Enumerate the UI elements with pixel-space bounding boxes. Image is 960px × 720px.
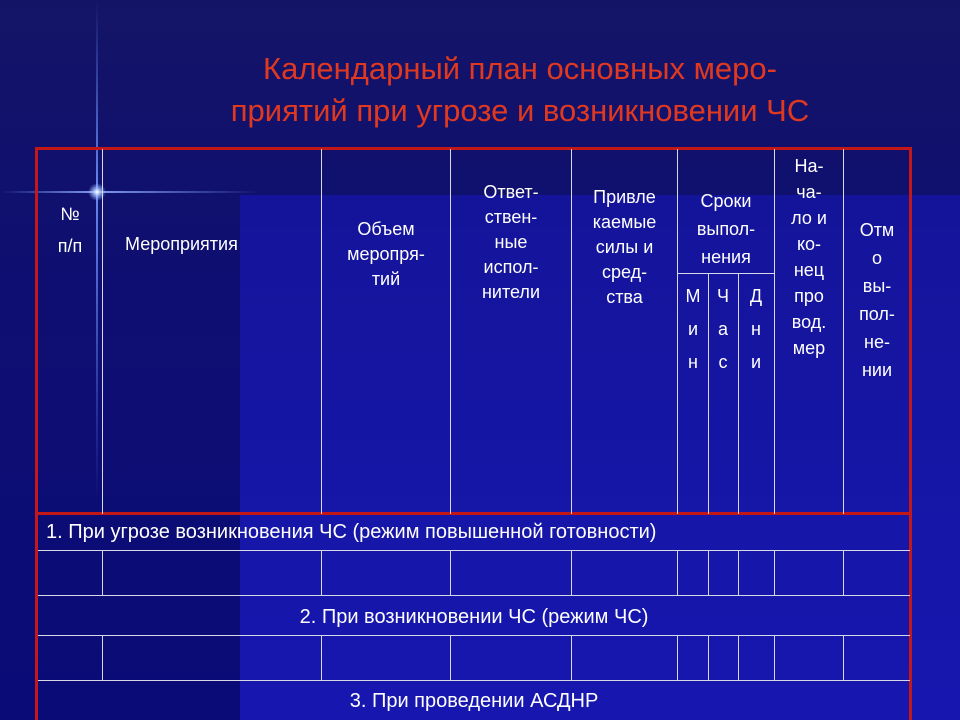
- header-terms-line: Сроки: [700, 191, 752, 211]
- grid-line: [321, 550, 322, 595]
- header-volume-line: тий: [371, 269, 401, 289]
- title-line-2: приятий при угрозе и возникновении ЧС: [230, 93, 810, 128]
- header-number-line: №: [60, 204, 80, 224]
- grid-line: [843, 635, 844, 680]
- section-row-2: 2. При возникновении ЧС (режим ЧС): [299, 606, 649, 628]
- header-start-end-line: ко-: [796, 234, 822, 254]
- header-start-end-line: вод.: [791, 312, 827, 332]
- header-days-letter: и: [750, 352, 762, 372]
- header-responsible-line: ствен-: [484, 207, 538, 227]
- grid-line: [774, 635, 775, 680]
- header-number: [38, 198, 102, 262]
- header-minutes-letter: н: [688, 352, 698, 372]
- header-hours-letter: а: [717, 319, 728, 339]
- header-number-line: п/п: [57, 236, 83, 256]
- grid-line: [450, 635, 451, 680]
- header-terms: [678, 187, 774, 271]
- header-responsible-line: испол-: [483, 257, 539, 277]
- header-hours-letter: Ч: [717, 286, 729, 306]
- header-start-end-line: ча-: [796, 182, 822, 202]
- grid-line: [774, 550, 775, 595]
- header-responsible-line: нители: [481, 282, 540, 302]
- grid-line: [708, 635, 709, 680]
- header-hours-letter: с: [718, 352, 728, 372]
- header-start-end-line: На-: [794, 156, 824, 176]
- grid-line: [38, 635, 910, 636]
- grid-line: [102, 149, 103, 514]
- grid-line: [677, 550, 678, 595]
- header-start-end-line: ло и: [791, 208, 827, 228]
- header-days-letter: Д: [749, 286, 763, 306]
- grid-line: [321, 635, 322, 680]
- header-mark-line: не-: [864, 332, 890, 352]
- header-minutes-letter: М: [685, 286, 701, 306]
- header-responsible: [451, 180, 571, 305]
- header-activities-label: Мероприятия: [125, 234, 238, 254]
- header-forces-line: силы и: [595, 237, 654, 257]
- grid-line: [450, 550, 451, 595]
- section-row-1: 1. При угрозе возникновения ЧС (режим повышенной готовности): [46, 521, 657, 543]
- header-volume-line: Объем: [357, 219, 415, 239]
- grid-line: [571, 635, 572, 680]
- grid-line: [38, 595, 910, 596]
- header-forces: [572, 185, 677, 310]
- header-activities: [125, 232, 238, 257]
- grid-line: [843, 550, 844, 595]
- grid-line: [38, 680, 910, 681]
- section-row-3: 3. При проведении АСДНР: [349, 690, 599, 712]
- grid-line: [321, 149, 322, 514]
- header-terms-line: нения: [701, 247, 751, 267]
- header-mark-line: нии: [861, 360, 893, 380]
- header-border-bottom: [35, 512, 912, 515]
- header-volume-line: меропря-: [347, 244, 425, 264]
- grid-line: [677, 273, 774, 274]
- header-responsible-line: ные: [494, 232, 528, 252]
- header-mark-line: о: [871, 248, 882, 268]
- header-minutes: [678, 280, 708, 379]
- header-responsible-line: Ответ-: [483, 182, 539, 202]
- header-forces-line: ства: [606, 287, 643, 307]
- grid-line: [38, 550, 910, 551]
- header-minutes-letter: и: [687, 319, 699, 339]
- grid-line: [677, 635, 678, 680]
- grid-line: [102, 550, 103, 595]
- grid-line: [738, 635, 739, 680]
- header-start-end-line: про: [794, 286, 824, 306]
- header-forces-line: Привле: [593, 187, 656, 207]
- header-mark: [844, 216, 910, 384]
- header-mark-line: пол-: [859, 304, 895, 324]
- header-volume: [322, 217, 450, 292]
- header-forces-line: сред-: [601, 262, 648, 282]
- header-days-letter: н: [751, 319, 761, 339]
- grid-line: [102, 635, 103, 680]
- header-mark-line: Отм: [859, 220, 895, 240]
- header-start-end-line: нец: [793, 260, 825, 280]
- slide-title: [120, 48, 920, 132]
- header-start-end: [775, 153, 843, 361]
- grid-line: [571, 550, 572, 595]
- title-line-1: Календарный план основных меро-: [263, 51, 777, 86]
- header-days: [738, 280, 774, 379]
- header-hours: [708, 280, 738, 379]
- header-terms-line: выпол-: [696, 219, 756, 239]
- grid-line: [738, 550, 739, 595]
- header-mark-line: вы-: [862, 276, 892, 296]
- header-start-end-line: мер: [792, 338, 826, 358]
- header-forces-line: каемые: [592, 212, 657, 232]
- grid-line: [708, 550, 709, 595]
